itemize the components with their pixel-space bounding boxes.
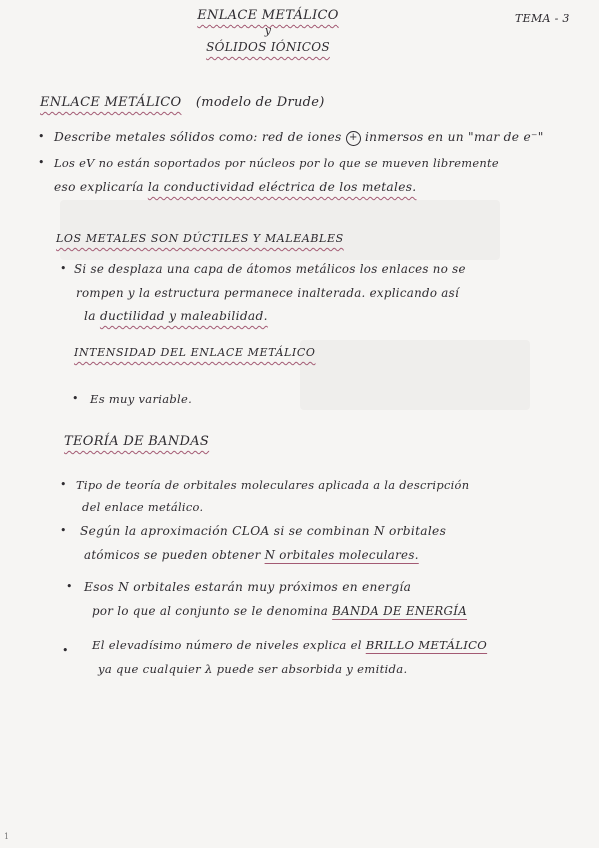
bullet-text-line: Tipo de teoría de orbitales moleculares aplicada a la descripción: [76, 478, 470, 492]
bullet-dot: •: [66, 580, 73, 593]
bullet-text-line: [54, 174, 416, 200]
bullet-text-part: eso explicaría: [54, 180, 148, 194]
page-corner-mark: 1: [4, 832, 10, 841]
bullet-text-line: Esos N orbitales estarán muy próximos en energía: [84, 580, 412, 594]
bullet-text-line: [92, 598, 467, 624]
bullet-text-line: Si se desplaza una capa de átomos metálicos los enlaces no se: [74, 262, 466, 276]
bullet-text-line: [92, 632, 487, 658]
bullet-text-part: por lo que al conjunto se le denomina: [92, 604, 333, 618]
bullet-dot: •: [72, 392, 79, 405]
highlight-text: BRILLO METÁLICO: [365, 638, 488, 652]
tema-label: TEMA - 3: [515, 12, 570, 25]
bullet-dot: •: [38, 130, 45, 143]
bullet-dot: •: [62, 644, 69, 657]
section-heading-intensidad: [74, 346, 315, 359]
bullet-dot: •: [60, 478, 67, 491]
bullet-text-part: Describe metales sólidos como: red de iones: [54, 130, 342, 144]
bullet-text-line: Los eV no están soportados por núcleos por lo que se mueven libremente: [54, 156, 499, 170]
highlight-text: N orbitales moleculares.: [264, 548, 419, 562]
section-heading-text: ENLACE METÁLICO: [40, 95, 182, 110]
bleed-through-shadow: [300, 340, 530, 410]
highlight-text: la conductividad eléctrica de los metales.: [147, 180, 417, 194]
section-heading-enlace-metalico: [40, 95, 325, 110]
section-heading-text: INTENSIDAD DEL ENLACE METÁLICO: [74, 346, 316, 359]
highlight-text: BANDA DE ENERGÍA: [332, 604, 468, 618]
bullet-dot: •: [38, 156, 45, 169]
section-heading-text: LOS METALES SON DÚCTILES Y MALEABLES: [56, 232, 344, 245]
bullet-text-part: El elevadísimo número de niveles explica el: [92, 638, 366, 652]
page-title-connector: y: [264, 24, 272, 37]
page-title-line1: ENLACE METÁLICO: [197, 8, 339, 23]
section-heading-teoria-bandas: [64, 434, 209, 449]
bleed-through-shadow: [60, 200, 500, 260]
bullet-text-part: la: [84, 309, 100, 323]
bullet-text-line: [84, 542, 419, 568]
page-title-line2: SÓLIDOS IÓNICOS: [206, 40, 330, 54]
bullet-text-line: Es muy variable.: [90, 392, 193, 406]
bullet-text-line: rompen y la estructura permanece inalterada. explicando así: [76, 286, 460, 300]
section-heading-text: TEORÍA DE BANDAS: [64, 434, 210, 449]
bullet-text-part: atómicos se pueden obtener: [84, 548, 265, 562]
bullet-text-line: [84, 303, 268, 329]
bullet-dot: •: [60, 524, 67, 537]
bullet-text-line: del enlace metálico.: [82, 500, 204, 514]
section-heading-note: (modelo de Drude): [195, 95, 325, 110]
section-heading-ductiles: [56, 232, 344, 245]
bullet-text: [54, 124, 544, 150]
bullet-text-line: ya que cualquier λ puede ser absorbida y emitida.: [98, 662, 408, 676]
bullet-text-part: inmersos en un "mar de e⁻": [364, 130, 544, 144]
positive-charge-symbol: +: [346, 131, 361, 146]
highlight-text: ductilidad y maleabilidad.: [99, 309, 268, 323]
bullet-text-line: Según la aproximación CLOA si se combinan N orbitales: [80, 524, 447, 538]
bullet-dot: •: [60, 262, 67, 275]
